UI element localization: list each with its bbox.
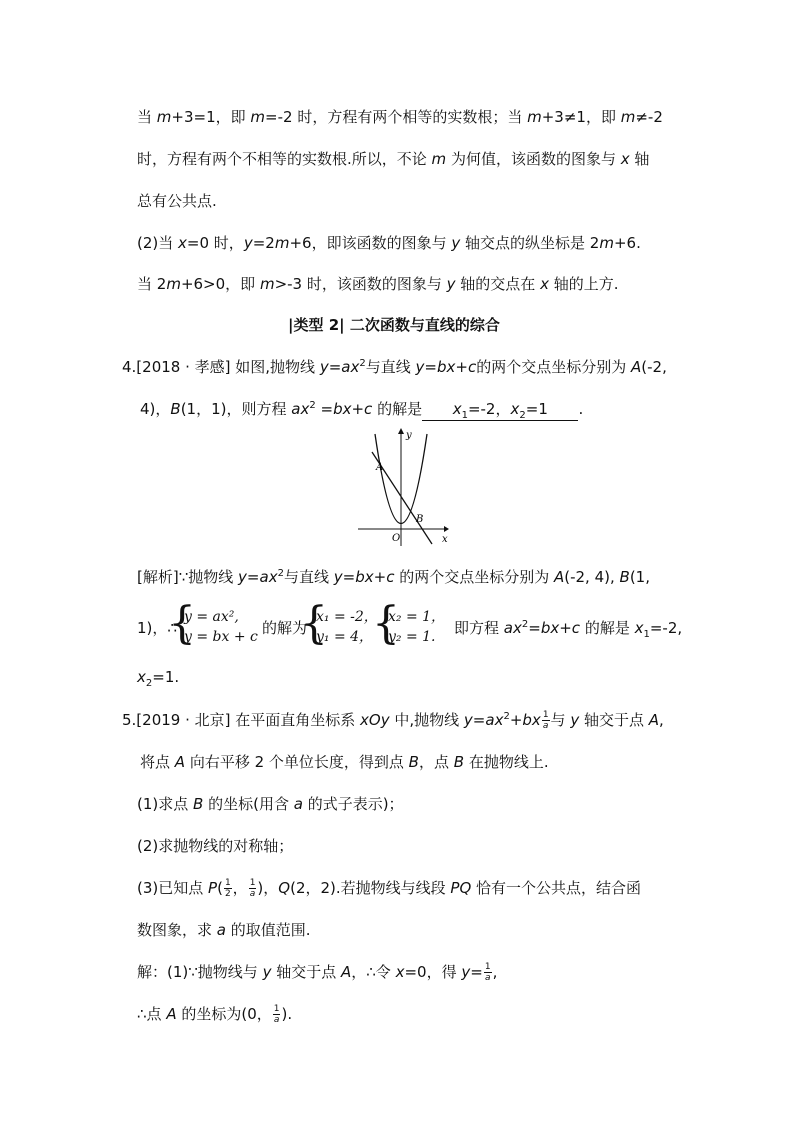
origin-label: O bbox=[392, 533, 401, 544]
left-brace-icon: { bbox=[300, 598, 328, 649]
text-line: 时，方程有两个不相等的实数根.所以，不论 m 为何值，该函数的图象与 x 轴 bbox=[137, 150, 650, 168]
system-row: y₂ = 1. bbox=[388, 629, 436, 645]
parabola-line-figure bbox=[358, 426, 450, 546]
analysis-line-2-mid: 的解为 bbox=[262, 619, 308, 637]
question-5-part-1: (1)求点 B 的坐标(用含 a 的式子表示)； bbox=[137, 795, 404, 813]
system-row: y = ax², bbox=[184, 609, 239, 625]
text-line: 当 2m+6>0，即 m>-3 时，该函数的图象与 y 轴的交点在 x 轴的上方. bbox=[137, 275, 619, 293]
point-a-label: A bbox=[376, 462, 384, 473]
system-row: x₂ = 1， bbox=[388, 609, 446, 625]
y-axis-arrow-icon bbox=[398, 428, 404, 434]
system-row: y = bx + c bbox=[184, 629, 258, 645]
fraction: $\frac{1}{2}$ bbox=[224, 878, 231, 899]
fraction: $\frac{1}{a}$ bbox=[273, 1004, 280, 1025]
system-row: y₁ = 4， bbox=[316, 629, 374, 645]
text-line: 总有公共点. bbox=[137, 192, 217, 210]
text-line: 当 m+3=1，即 m=-2 时，方程有两个相等的实数根；当 m+3≠1，即 m≠-2 bbox=[137, 108, 663, 126]
question-5-line-2: 将点 A 向右平移 2 个单位长度，得到点 B，点 B 在抛物线上. bbox=[140, 753, 549, 771]
y-axis-label: y bbox=[406, 430, 412, 441]
point-b-label: B bbox=[416, 514, 424, 525]
system-row: x₁ = -2， bbox=[316, 609, 378, 625]
left-brace-icon: { bbox=[168, 598, 196, 649]
analysis-line-2a: 1)，∴ bbox=[137, 619, 177, 637]
fraction: $\frac{1}{a}$ bbox=[249, 878, 256, 899]
question-4-line-1: 4.[2018 · 孝感] 如图,抛物线 $y=ax^2$与直线 y=bx+c的两个交点坐标分别为 A(-2, bbox=[122, 358, 667, 376]
section-heading: |类型 2| 二次函数与直线的综合 bbox=[288, 316, 500, 334]
analysis-line-2b: 即方程 $ax^2=bx+c$ 的解是 $x_1=-2$, bbox=[454, 619, 683, 640]
equation-system-1 bbox=[184, 607, 258, 647]
equation-system-2 bbox=[316, 607, 378, 647]
solution-line-2: ∴点 A 的坐标为(0， $\frac{1}{a}$ ). bbox=[137, 1004, 293, 1025]
solution-line-1: 解：(1)∵抛物线与 y 轴交于点 A，∴令 x=0，得 y= $\frac{1}{a}$ , bbox=[137, 962, 498, 983]
fraction: $\frac{1}{a}$ bbox=[484, 962, 491, 983]
x-axis-label: x bbox=[442, 534, 448, 545]
analysis-line-1: [解析]∵抛物线 $y=ax^2$与直线 y=bx+c 的两个交点坐标分别为 A(-2, 4), B(1, bbox=[137, 568, 650, 586]
answer-blank: $x_1=-2$，$x_2=1$ bbox=[422, 398, 578, 421]
text-line: (2)当 x=0 时，y=2m+6，即该函数的图象与 y 轴交点的纵坐标是 2m+6. bbox=[137, 234, 641, 252]
question-5-line-1: 5.[2019 · 北京] 在平面直角坐标系 xOy 中,抛物线 $y=ax^2+bx$ $\frac{1}{a}$ 与 y 轴交于点 A, bbox=[122, 710, 664, 731]
question-5-part-3-line-2: 数图象，求 a 的取值范围. bbox=[137, 921, 311, 939]
question-5-part-3: (3)已知点 P( $\frac{1}{2}$ ， $\frac{1}{a}$ )，Q(2，2).若抛物线与线段 PQ 恰有一个公共点，结合函 bbox=[137, 878, 642, 899]
question-4-line-2: 4)，B(1，1)，则方程 $ax^2 =bx+c$ 的解是 $x_1=-2$，$x_2=1$ . bbox=[140, 400, 584, 421]
x-axis-arrow-icon bbox=[444, 526, 449, 532]
equation-system-3 bbox=[388, 607, 445, 647]
left-brace-icon: { bbox=[372, 598, 400, 649]
fraction: $\frac{1}{a}$ bbox=[542, 710, 549, 731]
question-5-part-2: (2)求抛物线的对称轴； bbox=[137, 837, 294, 855]
analysis-line-3: $x_2=1$. bbox=[137, 668, 180, 689]
